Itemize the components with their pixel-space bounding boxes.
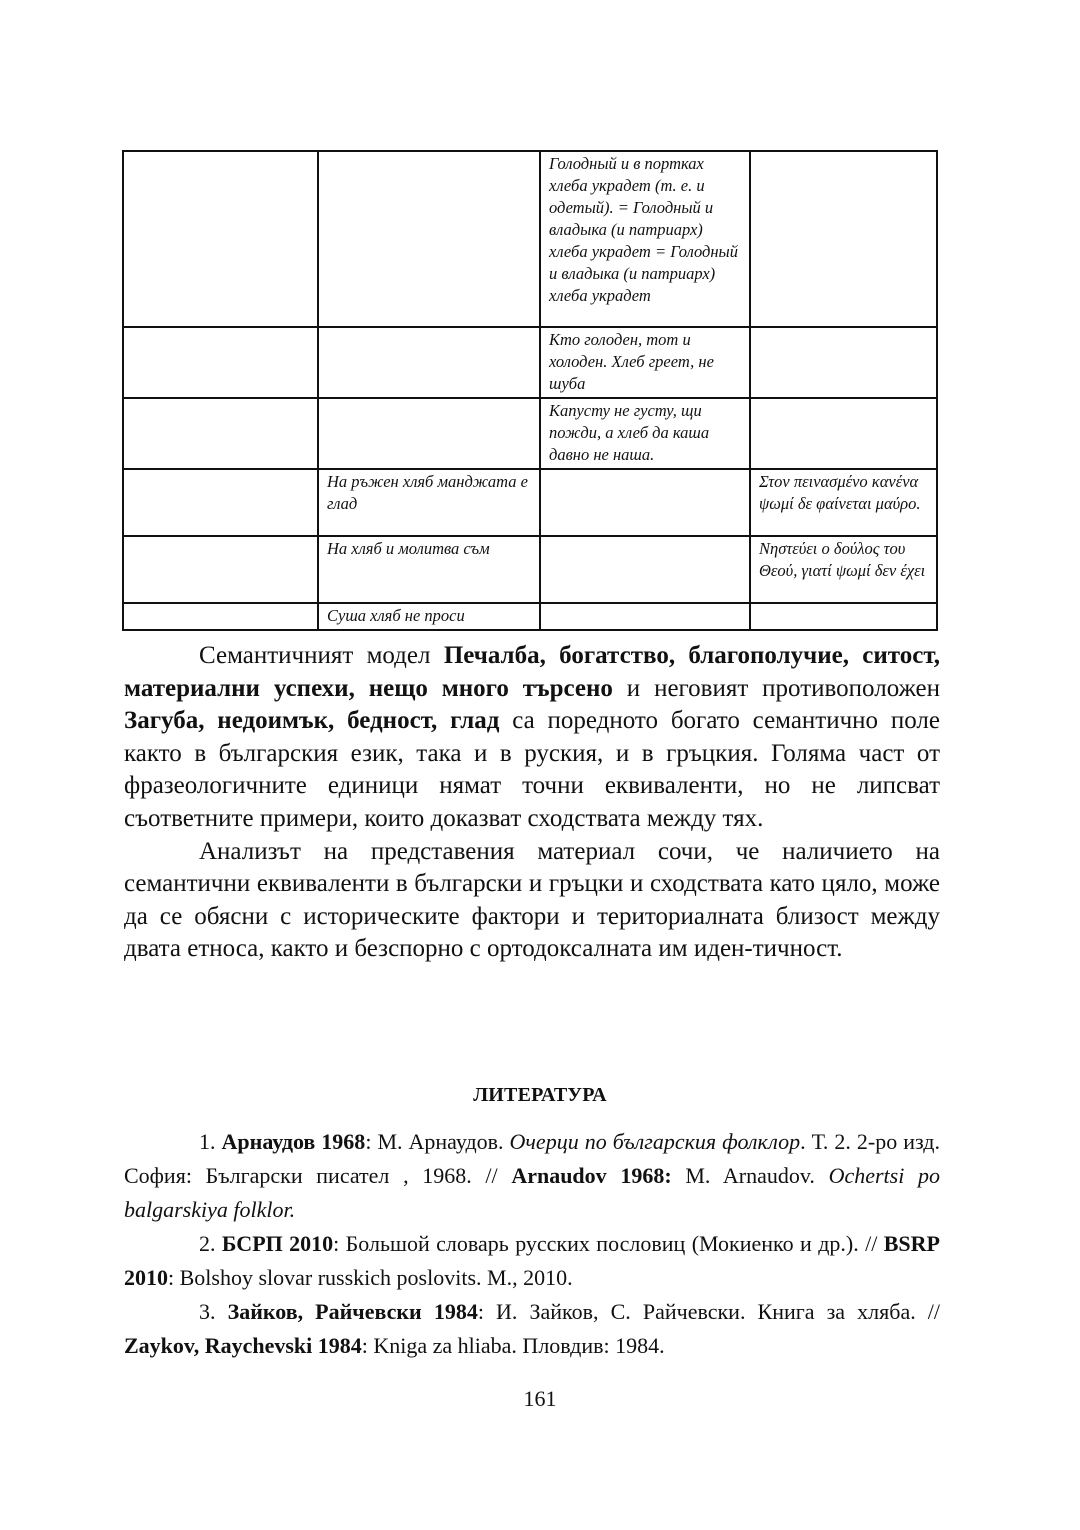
table-row: [123, 536, 937, 603]
table-cell: [750, 398, 937, 469]
table-cell: [123, 327, 318, 398]
table-cell: [318, 327, 540, 398]
table-cell: [123, 469, 318, 536]
table-cell: [123, 398, 318, 469]
table-cell: [123, 151, 318, 327]
reference-item: 3. Зайков, Райчевски 1984: И. Зайков, С. Райчевски. Книга за хляба. // Zaykov, Raychevski 1984: Kniga za hliaba. Пловдив: 1984.: [124, 1299, 941, 1358]
table-cell: Суша хляб не проси: [318, 603, 540, 630]
table-cell: [123, 536, 318, 603]
table-cell: [540, 603, 750, 630]
literature-heading: ЛИТЕРАТУРА: [473, 1084, 607, 1106]
table-row: [123, 327, 937, 398]
table-cell: [750, 151, 937, 327]
table-cell: На хляб и молитва съм: [318, 536, 540, 603]
proverbs-table: [122, 150, 938, 631]
table-cell: Капусту не густу, щи пожди, а хлеб да каша давно не наша.: [540, 398, 750, 469]
body-text: [124, 640, 940, 966]
table-row: [123, 398, 937, 469]
table-row: [123, 151, 937, 327]
table-cell: [540, 536, 750, 603]
table-cell: Голодный и в портках хлеба украдет (т. е. и одетый). = Голодный и владыка (и патриарх) хлеба украдет = Голодный и владыка (и патриарх) хлеба украдет: [540, 151, 750, 327]
table-row: [123, 603, 937, 630]
reference-item: 1. Арнаудов 1968: М. Арнаудов. Очерци по българския фолклор. Т. 2. 2-ро изд. София: Български писател , 1968. // Arnaudov 1968: M. Arnaudov. Ochertsi po balgarskiya folklor.: [124, 1129, 941, 1222]
table-cell: [318, 151, 540, 327]
paragraph-analysis: Анализът на представения материал сочи, че наличието на семантични еквиваленти в български и гръцки и сходствата като цяло, може да се обясни с историческите фактори и териториалната близост между двата етноса, както и безспорно с ортодоксалната им иден-тичност.: [124, 837, 940, 963]
table-cell: На ръжен хляб манджата е глад: [318, 469, 540, 536]
table-cell: [750, 327, 937, 398]
table-row: [123, 469, 937, 536]
reference-item: 2. БСРП 2010: Большой словарь русских пословиц (Мокиенко и др.). // BSRP 2010: Bolshoy slovar russkich poslovits. М., 2010.: [124, 1231, 940, 1290]
paragraph-semantic-model: Семантичният модел Печалба, богатство, благополучие, ситост, материални успехи, нещо много търсено и неговият противоположен Загуба, недоимък, бедност, глад са поредното богато семантично поле както в българския език, така и в руския, и в гръцкия. Голяма част от фразеологичните единици нямат точни еквиваленти, но не липсват съответните примери, които доказват сходствата между тях.: [124, 642, 941, 832]
table-cell: [750, 603, 937, 630]
table-cell: [123, 603, 318, 630]
page-number: 161: [523, 1386, 557, 1411]
table-cell: Στον πεινασμένο κανένα ψωμί δε φαίνεται μαύρο.: [750, 469, 937, 536]
table-cell: [318, 398, 540, 469]
references-list: [124, 1125, 940, 1363]
table-cell: Νηστεύει ο δούλος του Θεού, γιατί ψωμί δεν έχει: [750, 536, 937, 603]
table-cell: Кто голоден, тот и холоден. Хлеб греет, не шуба: [540, 327, 750, 398]
table-cell: [540, 469, 750, 536]
